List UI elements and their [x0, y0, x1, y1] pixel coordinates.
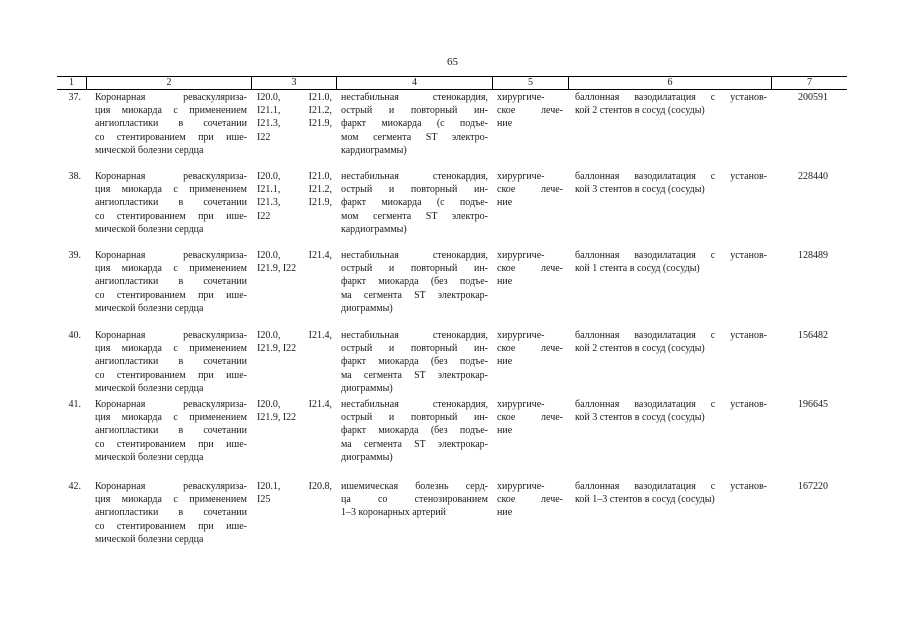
procedure-name-line: со стентированием при ише- [95, 520, 247, 532]
treatment-method-line: баллонная вазодилатация с установ- [575, 92, 767, 103]
patient-model-line: фаркт миокарда (с подъе- [341, 118, 488, 130]
procedure-name-line: ция миокарда с применением [95, 263, 247, 275]
procedure-name-line: ангиопластики в сочетании [95, 507, 247, 519]
procedure-name-line: Коронарная реваскуляриза- [95, 330, 247, 341]
row-number: 40. [68, 330, 81, 341]
procedure-name-line: мической болезни сердца [95, 144, 204, 156]
treatment-type-line: ское лече- [497, 494, 563, 506]
procedure-name-line: Коронарная реваскуляриза- [95, 481, 247, 492]
procedure-name-line: Коронарная реваскуляриза- [95, 250, 247, 261]
header-col-1: 1 [69, 77, 74, 88]
procedure-name-line: со стентированием при ише- [95, 210, 247, 222]
procedure-name-line: со стентированием при ише- [95, 438, 247, 450]
procedure-name [95, 480, 247, 546]
treatment-type [497, 329, 563, 369]
treatment-type-line: ское лече- [497, 184, 563, 196]
treatment-type-line: хирургиче- [497, 481, 545, 492]
patient-model-line: фаркт миокарда (без подъе- [341, 356, 488, 368]
icd-codes-line: I21.9, I22 [257, 263, 297, 275]
header-col-2: 2 [166, 77, 172, 88]
cost-value: 228440 [798, 171, 828, 182]
treatment-method [575, 329, 767, 355]
header-col-5: 5 [528, 77, 533, 88]
icd-codes-line: I20.0, I21.4, [257, 399, 332, 410]
treatment-method-line: баллонная вазодилатация с установ- [575, 330, 767, 341]
procedure-name-line: ция миокарда с применением [95, 412, 247, 424]
treatment-method [575, 398, 767, 424]
patient-model-line: диограммы) [341, 382, 393, 394]
icd-codes-line: I20.0, I21.0, [257, 92, 332, 103]
treatment-method [575, 249, 767, 275]
icd-codes-line: I21.3, I21.9, [257, 197, 332, 209]
header-bottom-border [57, 89, 847, 90]
patient-model-line: острый и повторный ин- [341, 263, 488, 275]
patient-model-line: острый и повторный ин- [341, 412, 488, 424]
treatment-method-line: кой 2 стентов в сосуд (сосуды) [575, 105, 705, 117]
treatment-type-line: ское лече- [497, 105, 563, 117]
patient-model-line: диограммы) [341, 451, 393, 463]
patient-model-line: кардиограммы) [341, 144, 407, 156]
patient-model [341, 170, 488, 236]
procedure-name-line: ангиопластики в сочетании [95, 356, 247, 368]
icd-codes-line: I20.0, I21.0, [257, 171, 332, 182]
procedure-name [95, 398, 247, 464]
treatment-method-line: кой 2 стентов в сосуд (сосуды) [575, 343, 705, 355]
cost-value: 156482 [798, 330, 828, 341]
procedure-name-line: мической болезни сердца [95, 382, 204, 394]
treatment-method-line: баллонная вазодилатация с установ- [575, 399, 767, 410]
treatment-method [575, 480, 767, 506]
patient-model-line: нестабильная стенокардия, [341, 171, 488, 182]
icd-codes-line: I25 [257, 494, 271, 506]
procedure-name [95, 170, 247, 236]
patient-model-line: 1–3 коронарных артерий [341, 507, 447, 519]
treatment-method-line: баллонная вазодилатация с установ- [575, 171, 767, 182]
procedure-name-line: ция миокарда с применением [95, 184, 247, 196]
treatment-type-line: хирургиче- [497, 92, 545, 103]
treatment-type-line: ское лече- [497, 412, 563, 424]
icd-codes-line: I21.9, I22 [257, 343, 297, 355]
icd-codes-line: I21.9, I22 [257, 412, 297, 424]
icd-codes [257, 398, 332, 424]
icd-codes-line: I21.1, I21.2, [257, 105, 332, 117]
patient-model-line: нестабильная стенокардия, [341, 92, 488, 103]
icd-codes-line: I20.0, I21.4, [257, 330, 332, 341]
row-number: 41. [68, 399, 81, 410]
patient-model-line: острый и повторный ин- [341, 343, 488, 355]
patient-model-line: острый и повторный ин- [341, 105, 488, 117]
icd-codes-line: I21.1, I21.2, [257, 184, 332, 196]
icd-codes-line: I20.1, I20.8, [257, 481, 332, 492]
treatment-type-line: хирургиче- [497, 330, 545, 341]
patient-model-line: ма сегмента ST электрокар- [341, 438, 488, 450]
patient-model-line: кардиограммы) [341, 223, 407, 235]
header-col-4: 4 [412, 77, 417, 88]
procedure-name-line: со стентированием при ише- [95, 131, 247, 143]
treatment-type [497, 249, 563, 289]
icd-codes [257, 329, 332, 355]
row-number: 38. [68, 171, 81, 182]
treatment-type [497, 91, 563, 131]
procedure-name-line: Коронарная реваскуляриза- [95, 171, 247, 182]
patient-model [341, 91, 488, 157]
patient-model-line: мом сегмента ST электро- [341, 131, 488, 143]
treatment-type-line: ние [497, 356, 513, 368]
patient-model-line: фаркт миокарда (без подъе- [341, 276, 488, 288]
treatment-type [497, 398, 563, 438]
row-number: 37. [68, 92, 81, 103]
treatment-type-line: ние [497, 197, 513, 209]
icd-codes [257, 91, 332, 144]
patient-model-line: нестабильная стенокардия, [341, 330, 488, 341]
treatment-type [497, 480, 563, 520]
cost-value: 128489 [798, 250, 828, 261]
icd-codes [257, 170, 332, 223]
patient-model-line: ца со стенозированием [341, 494, 488, 506]
procedure-name-line: ция миокарда с применением [95, 105, 247, 117]
patient-model-line: ишемическая болезнь серд- [341, 481, 488, 492]
treatment-type-line: хирургиче- [497, 250, 545, 261]
row-number: 39. [68, 250, 81, 261]
patient-model-line: фаркт миокарда (без подъе- [341, 425, 488, 437]
header-col-7: 7 [807, 77, 812, 88]
patient-model-line: острый и повторный ин- [341, 184, 488, 196]
icd-codes-line: I22 [257, 131, 271, 143]
icd-codes [257, 249, 332, 275]
procedure-name-line: мической болезни сердца [95, 533, 204, 545]
procedure-name-line: ангиопластики в сочетании [95, 425, 247, 437]
treatment-method-line: кой 3 стентов в сосуд (сосуды) [575, 184, 705, 196]
procedure-name-line: мической болезни сердца [95, 223, 204, 235]
treatment-type-line: ние [497, 507, 513, 519]
treatment-type-line: ние [497, 276, 513, 288]
procedure-name-line: Коронарная реваскуляриза- [95, 92, 247, 103]
procedure-name-line: Коронарная реваскуляриза- [95, 399, 247, 410]
procedure-name [95, 249, 247, 315]
header-col-3: 3 [291, 77, 297, 88]
patient-model [341, 329, 488, 395]
icd-codes-line: I20.0, I21.4, [257, 250, 332, 261]
procedure-name-line: ангиопластики в сочетании [95, 118, 247, 130]
patient-model [341, 249, 488, 315]
procedure-name-line: ангиопластики в сочетании [95, 197, 247, 209]
icd-codes-line: I22 [257, 210, 271, 222]
patient-model-line: ма сегмента ST электрокар- [341, 289, 488, 301]
treatment-method-line: баллонная вазодилатация с установ- [575, 250, 767, 261]
procedure-name-line: ция миокарда с применением [95, 494, 247, 506]
icd-codes-line: I21.3, I21.9, [257, 118, 332, 130]
treatment-method [575, 91, 767, 117]
procedure-name-line: со стентированием при ише- [95, 289, 247, 301]
treatment-type-line: ние [497, 118, 513, 130]
patient-model-line: фаркт миокарда (с подъе- [341, 197, 488, 209]
procedure-name-line: мической болезни сердца [95, 302, 204, 314]
treatment-type-line: хирургиче- [497, 171, 545, 182]
patient-model [341, 398, 488, 464]
patient-model [341, 480, 488, 520]
cost-value: 167220 [798, 481, 828, 492]
treatment-type-line: ние [497, 425, 513, 437]
patient-model-line: диограммы) [341, 302, 393, 314]
treatment-method-line: кой 1 стента в сосуд (сосуды) [575, 263, 700, 275]
patient-model-line: ма сегмента ST электрокар- [341, 369, 488, 381]
treatment-method-line: кой 1–3 стентов в сосуд (сосуды) [575, 494, 715, 506]
treatment-type-line: ское лече- [497, 263, 563, 275]
icd-codes [257, 480, 332, 506]
patient-model-line: нестабильная стенокардия, [341, 399, 488, 410]
cost-value: 200591 [798, 92, 828, 103]
cost-value: 196645 [798, 399, 828, 410]
procedure-name-line: ция миокарда с применением [95, 343, 247, 355]
header-col-6: 6 [667, 77, 673, 88]
procedure-name-line: ангиопластики в сочетании [95, 276, 247, 288]
row-number: 42. [68, 481, 81, 492]
treatment-method-line: кой 3 стентов в сосуд (сосуды) [575, 412, 705, 424]
patient-model-line: нестабильная стенокардия, [341, 250, 488, 261]
treatment-type [497, 170, 563, 210]
patient-model-line: мом сегмента ST электро- [341, 210, 488, 222]
procedure-name-line: мической болезни сердца [95, 451, 204, 463]
treatment-method [575, 170, 767, 196]
treatment-type-line: хирургиче- [497, 399, 545, 410]
procedure-name-line: со стентированием при ише- [95, 369, 247, 381]
treatment-method-line: баллонная вазодилатация с установ- [575, 481, 767, 492]
page-number: 65 [447, 56, 458, 68]
treatment-type-line: ское лече- [497, 343, 563, 355]
procedure-name [95, 91, 247, 157]
procedure-name [95, 329, 247, 395]
